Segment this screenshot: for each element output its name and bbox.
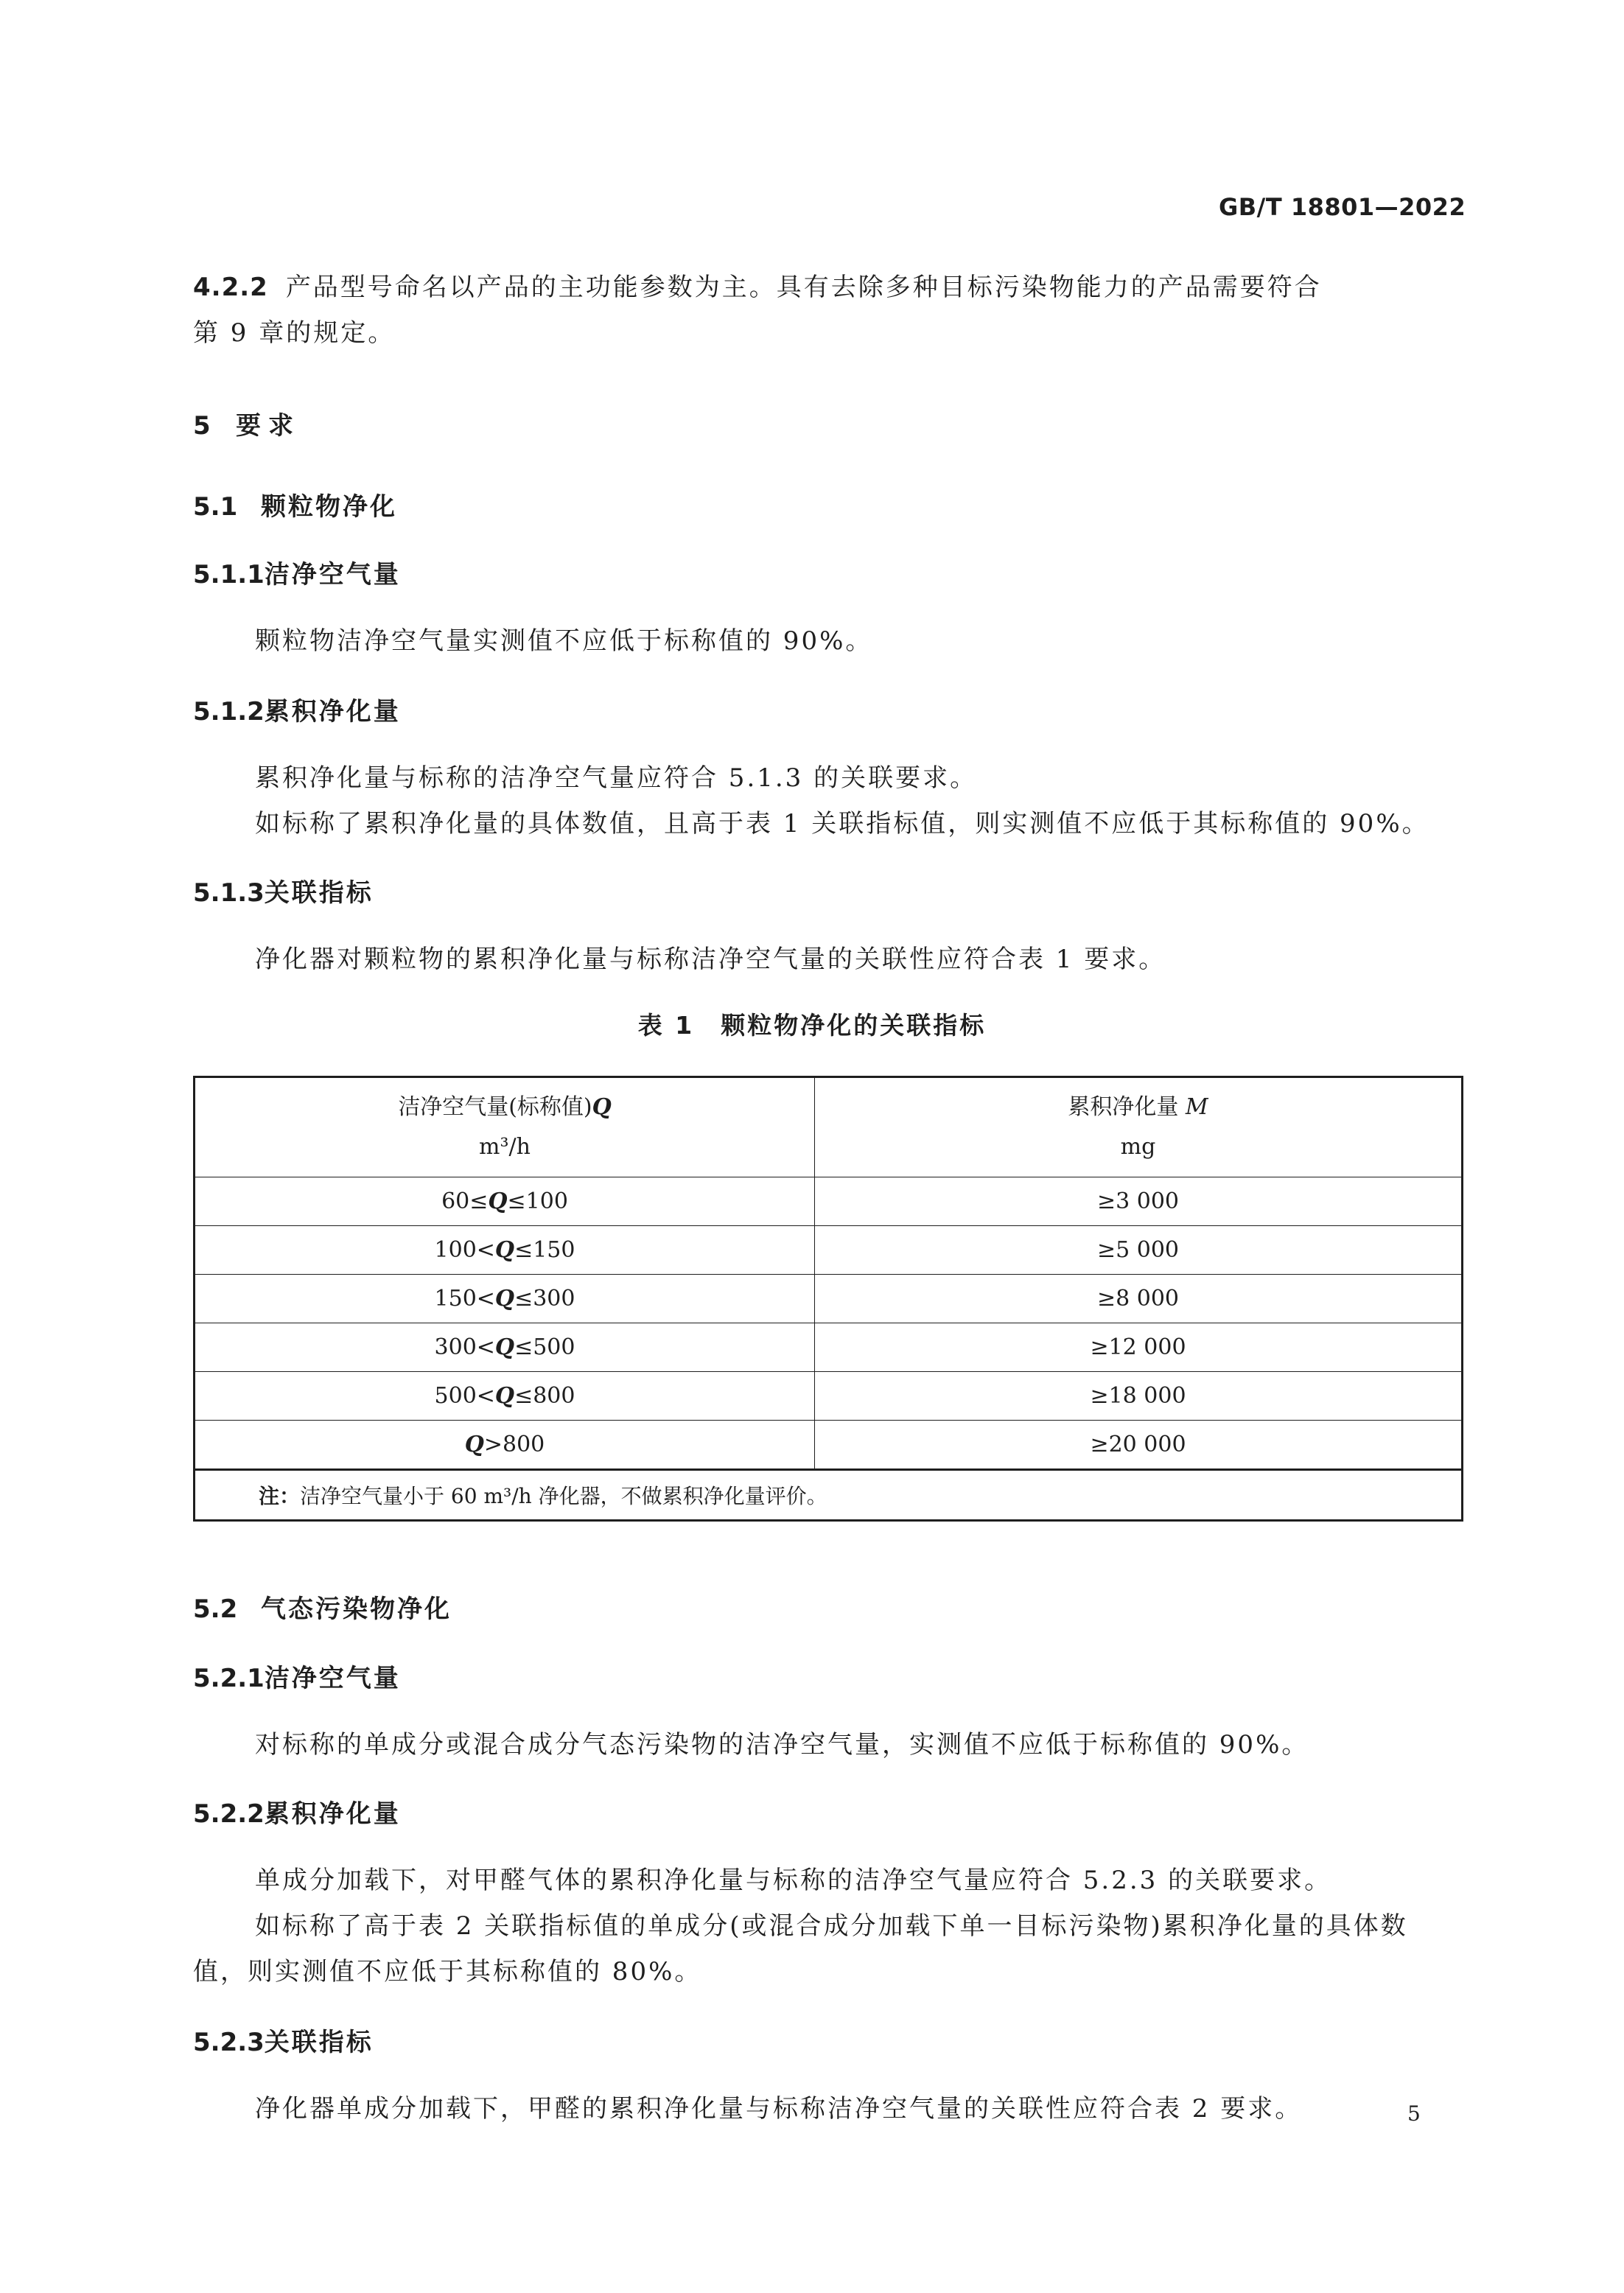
section-5-1-heading [193,486,397,522]
column-header-label: 洁净空气量(标称值) [398,1094,592,1120]
value-cell: ≥5 000 [815,1226,1463,1275]
page-number: 5 [1407,2101,1421,2126]
value-cell: ≥20 000 [815,1421,1463,1470]
range-low: 100< [434,1237,495,1263]
range-high: ≤100 [507,1188,568,1214]
range-cell [195,1177,815,1226]
clause-title: 洁净空气量 [264,560,401,589]
section-title: 颗粒物净化 [261,492,397,522]
note-text: 洁净空气量小于 60 m³/h 净化器，不做累积净化量评价。 [300,1484,827,1508]
section-number: 5 [193,411,211,441]
clause-number: 5.1.1 [193,560,265,589]
column-header-cumulative [815,1077,1463,1177]
section-title: 要求 [236,411,301,441]
table-row [195,1275,1463,1323]
clause-5-2-2-para2-line2: 值，则实测值不应低于其标称值的 80%。 [193,1957,702,1986]
value-cell: ≥3 000 [815,1177,1463,1226]
clause-5-2-2-para1: 单成分加载下，对甲醛气体的累积净化量与标称的洁净空气量应符合 5.2.3 的关联要求。 [255,1866,1332,1895]
clause-title: 累积净化量 [264,697,401,727]
table-row [195,1177,1463,1226]
range-low: 60≤ [441,1188,489,1214]
column-header-clean-air [195,1077,815,1177]
clause-title: 关联指标 [264,878,374,908]
clause-5-1-1-text: 颗粒物洁净空气量实测值不应低于标称值的 90%。 [255,626,873,656]
clause-number: 4.2.2 [193,273,268,302]
section-number: 5.1 [193,492,238,522]
clause-number: 5.2.3 [193,2028,265,2057]
value-cell: ≥8 000 [815,1275,1463,1323]
range-high: >800 [483,1432,545,1457]
table-row [195,1323,1463,1372]
clause-title: 洁净空气量 [264,1664,401,1693]
symbol-q: Q [494,1286,515,1312]
value-cell: ≥18 000 [815,1372,1463,1421]
value-cell: ≥12 000 [815,1323,1463,1372]
clause-text: 产品型号命名以产品的主功能参数为主。具有去除多种目标污染物能力的产品需要符合 [285,273,1322,302]
range-cell [195,1421,815,1470]
section-5-heading [193,405,301,441]
range-high: ≤300 [514,1286,575,1312]
table-header-row [195,1077,1463,1177]
clause-title: 关联指标 [264,2028,374,2057]
clause-4-2-2-line2: 第 9 章的规定。 [193,318,396,348]
symbol-q: Q [494,1334,515,1360]
clause-5-1-2-para2: 如标称了累积净化量的具体数值，且高于表 1 关联指标值，则实测值不应低于其标称值的 90%。 [255,809,1429,839]
table-note-row [195,1470,1463,1521]
clause-5-1-1-heading [193,554,401,590]
symbol-m: M [1185,1094,1208,1120]
symbol-q: Q [592,1094,612,1120]
clause-number: 5.1.3 [193,878,265,908]
clause-5-2-3-text: 净化器单成分加载下，甲醛的累积净化量与标称洁净空气量的关联性应符合表 2 要求。 [255,2094,1303,2124]
section-5-2-heading [193,1589,452,1625]
clause-5-2-3-heading [193,2022,374,2058]
clause-number: 5.2.1 [193,1664,265,1693]
symbol-q: Q [494,1383,515,1409]
table-row [195,1421,1463,1470]
clause-title: 累积净化量 [264,1799,401,1829]
clause-5-2-1-heading [193,1658,401,1694]
clause-number: 5.1.2 [193,697,265,727]
symbol-q: Q [464,1432,484,1457]
range-cell [195,1226,815,1275]
symbol-q: Q [488,1188,508,1214]
range-cell [195,1275,815,1323]
standard-number: GB/T 18801—2022 [1219,193,1466,221]
column-unit: mg [1120,1134,1156,1160]
range-high: ≤800 [514,1383,575,1409]
table-row [195,1372,1463,1421]
table-1 [193,1076,1463,1522]
clause-5-1-2-heading [193,691,401,727]
clause-5-1-3-heading [193,872,374,909]
table-row [195,1226,1463,1275]
section-title: 气态污染物净化 [261,1594,452,1624]
table-note [195,1470,1463,1521]
symbol-q: Q [494,1237,515,1263]
table-1-title: 表 1 颗粒物净化的关联指标 [637,1011,987,1040]
column-header-label: 累积净化量 [1068,1094,1179,1120]
clause-4-2-2-line1 [193,267,1322,303]
range-high: ≤150 [514,1237,575,1263]
range-low: 500< [434,1383,495,1409]
range-cell [195,1372,815,1421]
clause-5-2-2-heading [193,1793,401,1830]
range-high: ≤500 [514,1334,575,1360]
clause-5-1-3-text: 净化器对颗粒物的累积净化量与标称洁净空气量的关联性应符合表 1 要求。 [255,945,1166,974]
section-number: 5.2 [193,1594,238,1624]
clause-number: 5.2.2 [193,1799,265,1829]
range-cell [195,1323,815,1372]
clause-5-1-2-para1: 累积净化量与标称的洁净空气量应符合 5.1.3 的关联要求。 [255,763,978,793]
column-unit: m³/h [479,1134,531,1160]
range-low: 300< [434,1334,495,1360]
range-low: 150< [434,1286,495,1312]
clause-5-2-2-para2-line1: 如标称了高于表 2 关联指标值的单成分(或混合成分加载下单一目标污染物)累积净化量的具体数 [255,1911,1408,1941]
note-label: 注： [259,1484,301,1508]
clause-5-2-1-text: 对标称的单成分或混合成分气态污染物的洁净空气量，实测值不应低于标称值的 90%。 [255,1730,1309,1760]
